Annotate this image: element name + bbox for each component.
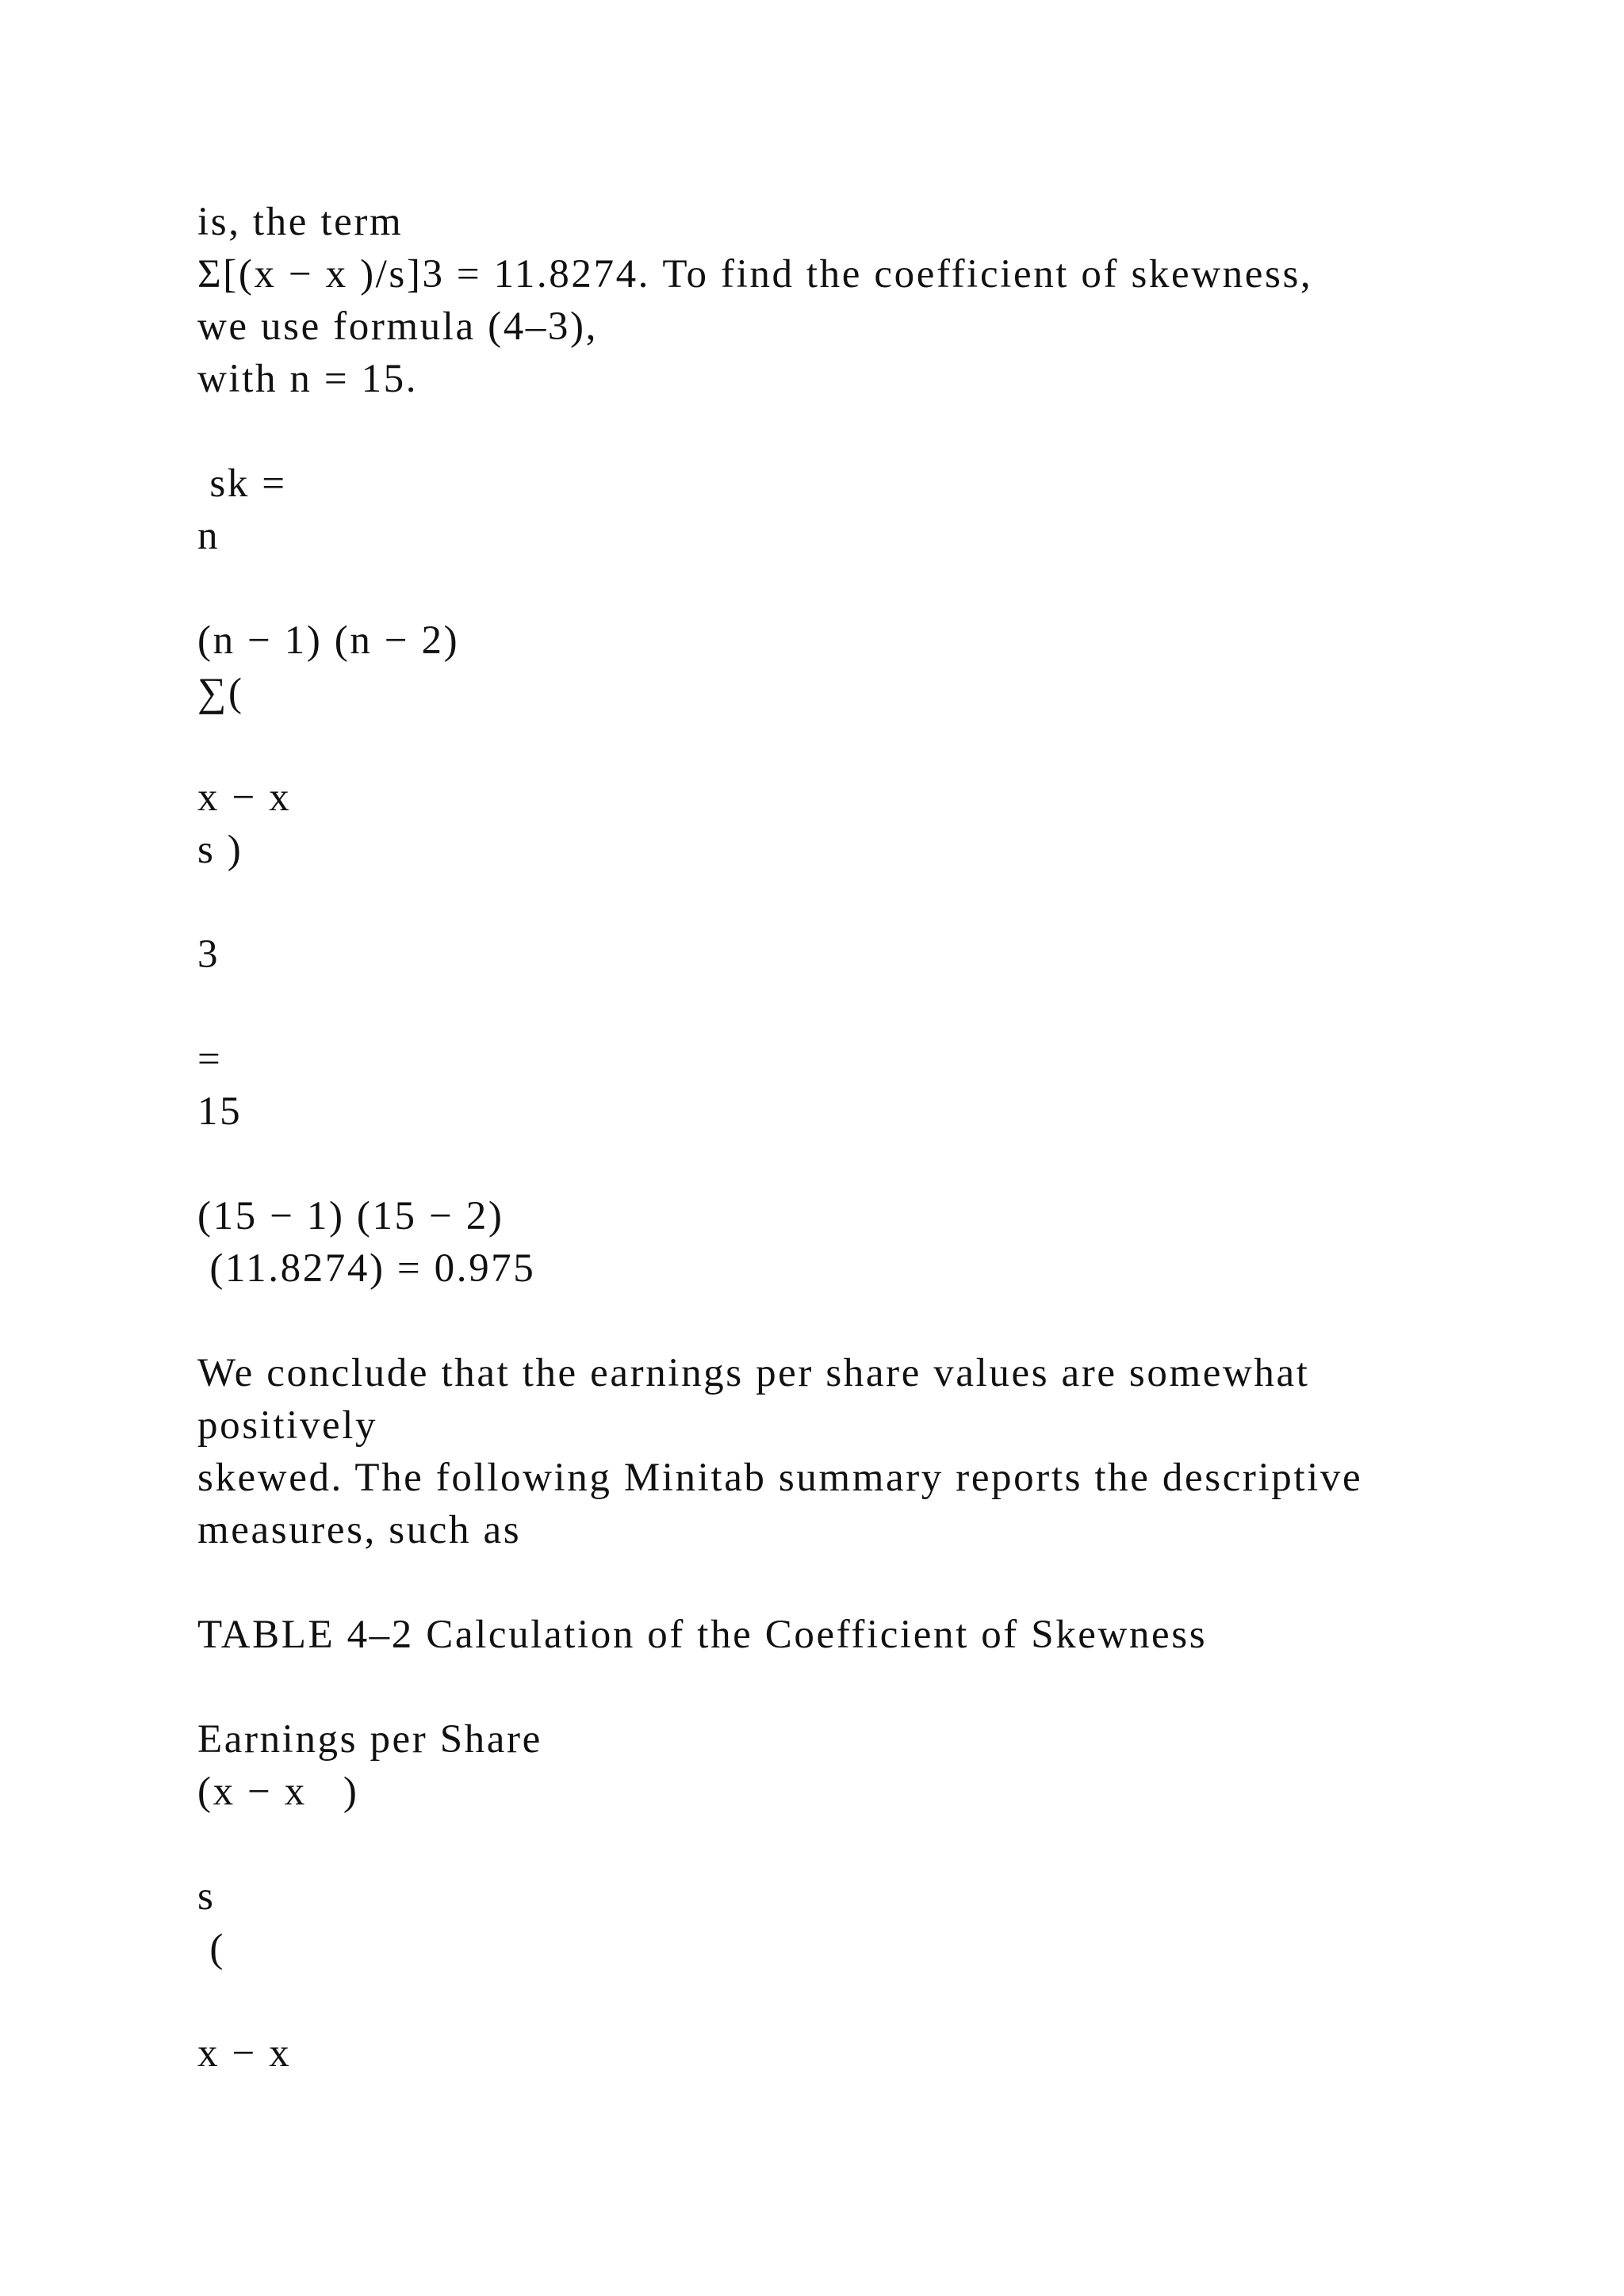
- table-header-line: (: [197, 1927, 225, 1971]
- formula-line: (n − 1) (n − 2): [197, 618, 460, 663]
- formula-line: sk =: [197, 461, 287, 506]
- table-header-line: s: [197, 1874, 216, 1919]
- text-line: measures, such as: [197, 1508, 522, 1552]
- formula-line: =: [197, 1037, 223, 1081]
- text-line: positively: [197, 1403, 378, 1448]
- table-header-line: x − x: [197, 2031, 292, 2076]
- formula-line: n: [197, 514, 220, 558]
- text-line: Σ[(x − x )/s]3 = 11.8274. To find the coefficient of skewness,: [197, 252, 1313, 297]
- table-header-line: Earnings per Share: [197, 1717, 542, 1762]
- text-line: is, the term: [197, 200, 404, 244]
- table-caption: TABLE 4–2 Calculation of the Coefficient of Skewness: [197, 1613, 1208, 1657]
- text-line: we use formula (4–3),: [197, 304, 598, 349]
- text-line: with n = 15.: [197, 357, 419, 401]
- table-header-line: (x − x ): [197, 1770, 359, 1814]
- formula-line: 15: [197, 1089, 243, 1134]
- formula-line: (11.8274) = 0.975: [197, 1246, 536, 1291]
- formula-line: ∑(: [197, 671, 244, 715]
- text-line: We conclude that the earnings per share values are somewhat: [197, 1351, 1310, 1395]
- formula-line: 3: [197, 932, 220, 977]
- formula-line: (15 − 1) (15 − 2): [197, 1194, 504, 1238]
- formula-line: s ): [197, 828, 243, 872]
- formula-line: x − x: [197, 775, 292, 820]
- text-line: skewed. The following Minitab summary reports the descriptive: [197, 1456, 1363, 1500]
